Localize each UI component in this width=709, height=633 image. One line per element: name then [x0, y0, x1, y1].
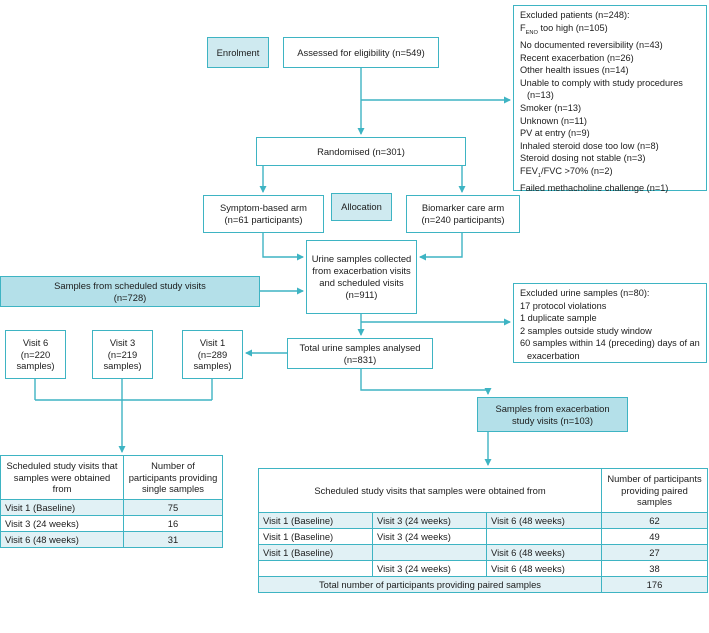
paired-count-column-header: Number of participants providing paired samples	[602, 469, 708, 513]
paired-visits-column-header: Scheduled study visits that samples were obtained from	[259, 469, 602, 513]
visit-cell: Visit 6 (48 weeks)	[487, 545, 602, 561]
table-total-row	[259, 577, 708, 593]
visit-cell: Visit 3 (24 weeks)	[373, 529, 487, 545]
excluded-patients-box	[513, 5, 707, 194]
visit-cell	[259, 561, 373, 577]
visit-cell	[487, 529, 602, 545]
visit-cell: Visit 3 (24 weeks)	[373, 561, 487, 577]
scheduled-samples-label: Samples from scheduled study visits (n=728)	[54, 279, 206, 303]
assessed-eligibility-label: Assessed for eligibility (n=549)	[297, 46, 425, 58]
list-item: Recent exacerbation (n=26)	[520, 52, 634, 63]
list-item: 1 duplicate sample	[520, 313, 597, 324]
visit-cell: Visit 6 (48 weeks)	[487, 561, 602, 577]
symptom-arm-label: Symptom-based arm (n=61 participants)	[219, 202, 307, 225]
visit1-label: Visit 1 (n=289 samples)	[193, 336, 232, 372]
table-row	[1, 516, 223, 532]
count-cell: 38	[602, 561, 708, 577]
list-item: 17 protocol violations	[520, 300, 607, 311]
exacerbation-samples-label: Samples from exacerbation study visits (n=103)	[495, 402, 610, 426]
list-item: Failed methacholine challenge (n=1)	[520, 183, 669, 194]
table-row	[259, 561, 708, 577]
list-item: Unable to comply with study procedures (n=13)	[520, 77, 683, 101]
biomarker-arm-box	[406, 195, 520, 233]
table-row	[1, 500, 223, 516]
urine-collected-box	[306, 240, 417, 314]
single-visits-column-header: Scheduled study visits that samples were obtained from	[1, 456, 124, 500]
urine-collected-label: Urine samples collected from exacerbation visits and scheduled visits (n=911)	[311, 253, 412, 300]
randomised-label: Randomised (n=301)	[317, 145, 405, 157]
visit-cell: Visit 3 (24 weeks)	[373, 513, 487, 529]
count-cell: 16	[124, 516, 223, 532]
visit6-box	[5, 330, 66, 379]
allocation-stage-label: Allocation	[341, 201, 382, 213]
visit-cell: Visit 6 (48 weeks)	[487, 513, 602, 529]
list-item: 2 samples outside study window	[520, 325, 652, 336]
total-analysed-box	[287, 338, 433, 369]
visit-cell: Visit 1 (Baseline)	[259, 545, 373, 561]
visit3-box	[92, 330, 153, 379]
enrolment-stage-label: Enrolment	[216, 46, 260, 58]
allocation-stage-box	[331, 193, 392, 221]
list-item: No documented reversibility (n=43)	[520, 40, 663, 51]
visit-cell: Visit 6 (48 weeks)	[1, 532, 124, 548]
enrolment-stage-box	[207, 37, 269, 68]
table-row	[259, 545, 708, 561]
randomised-box	[256, 137, 466, 166]
table-row	[1, 532, 223, 548]
visit6-label: Visit 6 (n=220 samples)	[16, 336, 55, 372]
visit-cell: Visit 1 (Baseline)	[259, 513, 373, 529]
connector-symptom-arm-to-urine	[263, 233, 303, 257]
assessed-eligibility-box	[283, 37, 439, 68]
list-item: Unknown (n=11)	[520, 115, 587, 126]
symptom-arm-box	[203, 195, 324, 233]
visit3-label: Visit 3 (n=219 samples)	[103, 336, 142, 372]
count-cell: 62	[602, 513, 708, 529]
excluded-urine-title: Excluded urine samples (n=80):	[520, 288, 650, 298]
paired-table-header-row	[259, 469, 708, 513]
excluded-urine-box	[513, 283, 707, 363]
exacerbation-samples-box	[477, 397, 628, 432]
visit-cell	[373, 545, 487, 561]
list-item: 60 samples within 14 (preceding) days of an exacerbation	[520, 338, 700, 361]
count-cell: 75	[124, 500, 223, 516]
visit-cell: Visit 1 (Baseline)	[259, 529, 373, 545]
list-item: Smoker (n=13)	[520, 102, 582, 113]
visit-cell: Visit 3 (24 weeks)	[1, 516, 124, 532]
excluded-patients-list	[520, 22, 700, 195]
list-item: $FEV_1$/FVC >70% (n=2)	[520, 165, 613, 179]
count-cell: 27	[602, 545, 708, 561]
biomarker-arm-label: Biomarker care arm (n=240 participants)	[421, 202, 505, 225]
connector-biomarker-arm-to-urine	[420, 233, 462, 257]
excluded-patients-title: Excluded patients (n=248):	[520, 10, 630, 20]
list-item: $F_{ENO}$ too high (n=105)	[520, 22, 608, 36]
list-item: Other health issues (n=14)	[520, 65, 629, 76]
excluded-urine-list	[520, 300, 700, 363]
total-analysed-label: Total urine samples analysed (n=831)	[299, 341, 421, 365]
visit-cell: Visit 1 (Baseline)	[1, 500, 124, 516]
connector-total-to-exacerbation	[361, 369, 488, 394]
list-item: Steroid dosing not stable (n=3)	[520, 153, 646, 164]
list-item: PV at entry (n=9)	[520, 128, 590, 139]
list-item: Inhaled steroid dose too low (n=8)	[520, 140, 659, 151]
single-count-column-header: Number of participants providing single samples	[124, 456, 223, 500]
count-cell: 49	[602, 529, 708, 545]
table-row	[259, 513, 708, 529]
single-samples-table	[0, 455, 223, 548]
scheduled-samples-box	[0, 276, 260, 307]
table-row	[259, 529, 708, 545]
paired-samples-table	[258, 468, 708, 593]
total-label-cell: Total number of participants providing paired samples	[259, 577, 602, 593]
visit1-box	[182, 330, 243, 379]
single-table-header-row	[1, 456, 223, 500]
count-cell: 31	[124, 532, 223, 548]
total-count-cell: 176	[602, 577, 708, 593]
